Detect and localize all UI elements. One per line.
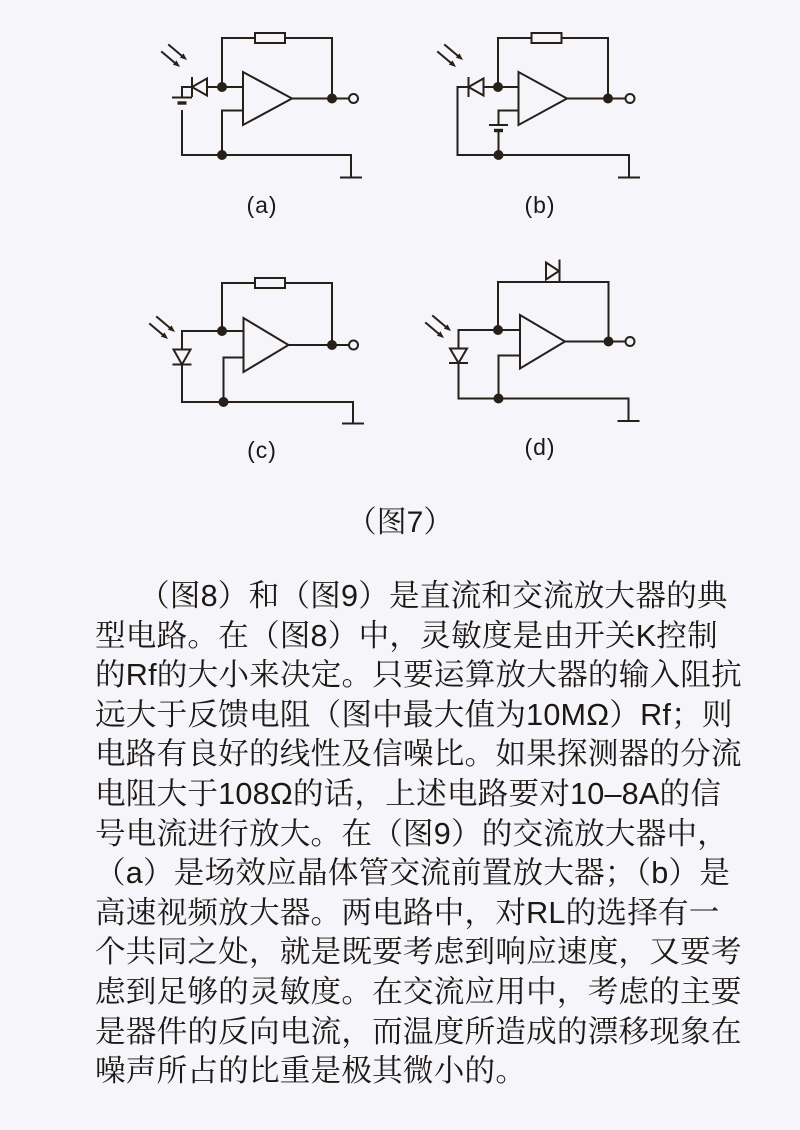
opamp-icon <box>244 318 289 372</box>
output-wiring <box>567 94 635 103</box>
battery-icon <box>173 87 191 155</box>
junction-dot <box>494 394 504 404</box>
junction-dot <box>217 326 227 336</box>
feedback-wiring <box>222 278 332 345</box>
junction-dot <box>604 337 614 347</box>
figure-caption: （图7） <box>346 506 454 539</box>
circuit-a-schematic <box>162 33 361 178</box>
output-terminal-icon <box>626 337 635 346</box>
output-terminal-icon <box>626 94 635 103</box>
paragraph-line: 号电流进行放大。在（图9）的交流放大器中， <box>95 816 729 851</box>
ground-icon <box>619 399 639 422</box>
feedback-resistor-icon <box>255 33 285 43</box>
noninverting-input-wire <box>224 358 244 403</box>
paragraph-line: 虑到足够的灵敏度。在交流应用中，考虑的主要 <box>95 974 742 1009</box>
junction-dot <box>217 82 227 92</box>
paragraph-line: 是器件的反向电流，而温度所造成的漂移现象在 <box>95 1014 742 1049</box>
figure-sublabel-d: (d) <box>524 434 556 460</box>
output-wiring <box>565 337 635 346</box>
paragraph-line: （a）是场效应晶体管交流前置放大器；（b）是 <box>95 856 731 891</box>
light-arrows-icon <box>438 45 463 67</box>
figure7-schematics <box>0 0 800 540</box>
paragraph-line: 电阻大于108Ω的话，上述电路要对10–8A的信 <box>95 776 722 811</box>
junction-dot <box>327 94 337 104</box>
opamp-icon <box>520 315 565 369</box>
junction-dot <box>217 150 227 160</box>
figure-sublabel-b: (b) <box>524 192 556 218</box>
paragraph-line: 个共同之处，就是既要考虑到响应速度，又要考 <box>95 935 742 970</box>
paragraph-line: 高速视频放大器。两电路中，对RL的选择有一 <box>95 895 720 930</box>
ground-icon <box>341 155 361 178</box>
photodiode-icon <box>450 330 467 399</box>
feedback-diode-icon <box>546 261 560 281</box>
feedback-wiring <box>498 33 608 99</box>
circuit-c-schematic <box>150 278 363 424</box>
noninverting-input-wire <box>499 356 521 399</box>
body-paragraph <box>95 577 745 1092</box>
light-arrows-icon <box>426 316 451 338</box>
junction-dot <box>494 150 504 160</box>
opamp-icon <box>519 72 568 125</box>
battery-icon <box>490 111 519 156</box>
junction-dot <box>493 325 503 335</box>
feedback-wiring <box>222 33 332 99</box>
ground-icon <box>619 155 639 178</box>
noninverting-input-wire <box>222 111 243 156</box>
junction-dot <box>493 82 503 92</box>
circuit-b-schematic <box>438 33 639 178</box>
output-terminal-icon <box>349 341 358 350</box>
circuit-d-schematic <box>426 261 639 422</box>
output-wiring <box>289 341 359 350</box>
light-arrows-icon <box>162 45 187 67</box>
paragraph-line: 远大于反馈电阻（图中最大值为10MΩ）Rf；则 <box>95 697 733 732</box>
junction-dot <box>327 340 337 350</box>
paragraph-line: 型电路。在（图8）中，灵敏度是由开关K控制 <box>95 618 718 653</box>
opamp-icon <box>243 72 292 125</box>
light-arrows-icon <box>150 317 175 339</box>
output-terminal-icon <box>349 94 358 103</box>
output-wiring <box>292 94 358 103</box>
figure-sublabel-a: (a) <box>246 192 278 218</box>
feedback-resistor-icon <box>532 33 562 43</box>
junction-dot <box>603 94 613 104</box>
junction-dot <box>219 397 229 407</box>
photodiode-icon <box>174 331 191 402</box>
paragraph-line: 的Rf的大小来决定。只要运算放大器的输入阻抗 <box>95 658 742 693</box>
ground-icon <box>343 402 363 424</box>
paragraph-line: 电路有良好的线性及信噪比。如果探测器的分流 <box>95 737 742 772</box>
photodiode-icon <box>182 78 243 96</box>
figure-sublabel-c: (c) <box>247 437 277 463</box>
paragraph-line: （图8）和（图9）是直流和交流放大器的典 <box>139 579 728 613</box>
feedback-resistor-icon <box>255 278 285 288</box>
paragraph-line: 噪声所占的比重是极其微小的。 <box>95 1054 527 1089</box>
photodiode-icon <box>458 78 519 96</box>
